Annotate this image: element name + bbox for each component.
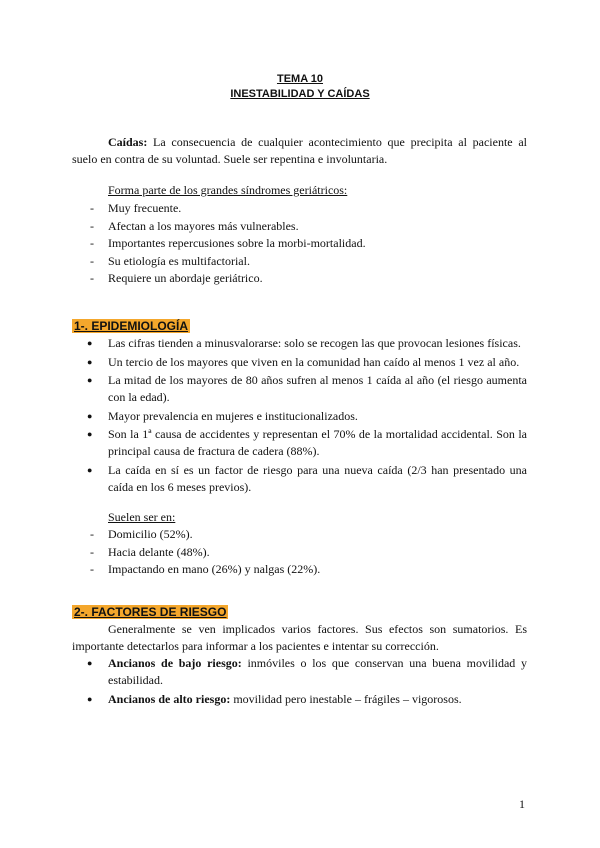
list-item: - Afectan a los mayores más vulnerables.: [72, 218, 527, 236]
risk-term: Ancianos de alto riesgo:: [108, 691, 231, 706]
list-item: ● Las cifras tienden a minusvalorarse: solo se recogen las que provocan lesiones físicas.: [72, 335, 527, 352]
list-item: - Requiere un abordaje geriátrico.: [72, 270, 527, 288]
doc-title: TEMA 10: [276, 73, 324, 85]
list-item: ● Un tercio de los mayores que viven en la comunidad han caído al menos 1 vez al año.: [72, 354, 527, 371]
list-item: [72, 655, 527, 689]
epidemiology-list: [72, 335, 527, 497]
list-item: - Muy frecuente.: [72, 200, 527, 218]
risk-term: Ancianos de bajo riesgo:: [108, 656, 242, 670]
section-heading-epidemiologia: 1-. EPIDEMIOLOGÍA: [74, 319, 189, 333]
list-item: ● La caída en sí es un factor de riesgo para una nueva caída (2/3 han presentado una caída en los 6 meses previos).: [72, 462, 527, 496]
list-item: ● Son la 1ª causa de accidentes y representan el 70% de la mortalidad accidental. Son la principal causa de fractura de cadera (88%).: [72, 426, 527, 460]
risk-text: inmóviles o los que conservan una buena movilidad y estabilidad.: [108, 656, 527, 687]
list-item: ● Mayor prevalencia en mujeres e institucionalizados.: [72, 408, 527, 425]
list-item: - Domicilio (52%).: [72, 526, 527, 544]
syndromes-list: [72, 200, 527, 288]
list-item: - Hacia delante (48%).: [72, 544, 527, 562]
syndromes-label: Forma parte de los grandes síndromes geriátricos:: [108, 183, 348, 197]
list-item: [72, 691, 527, 708]
list-item: - Su etiología es multifactorial.: [72, 253, 527, 271]
risk-list: [72, 655, 527, 709]
list-item: - Importantes repercusiones sobre la morbi-mortalidad.: [72, 235, 527, 253]
list-item: - Impactando en mano (26%) y nalgas (22%).: [72, 561, 527, 579]
list-item: ● La mitad de los mayores de 80 años sufren al menos 1 caída al año (el riesgo aumenta con la edad).: [72, 372, 527, 406]
intro-term: Caídas:: [108, 135, 148, 149]
page-number: 1: [519, 797, 525, 811]
where-label: Suelen ser en:: [108, 510, 176, 524]
intro-definition: La consecuencia de cualquier acontecimiento que precipita al paciente al suelo en contra de su voluntad. Suele ser repentina e involuntaria.: [72, 135, 527, 166]
risk-text: movilidad pero inestable – frágiles – vigorosos.: [230, 691, 462, 706]
where-list: [72, 526, 527, 579]
risk-intro-paragraph: Generalmente se ven implicados varios factores. Sus efectos son sumatorios. Es importante detectarlos para informar a los pacientes e intentar su corrección.: [72, 622, 527, 653]
doc-subtitle: INESTABILIDAD Y CAÍDAS: [230, 88, 370, 100]
intro-paragraph: [72, 134, 527, 168]
section-heading-factores: 2-. FACTORES DE RIESGO: [74, 605, 227, 619]
